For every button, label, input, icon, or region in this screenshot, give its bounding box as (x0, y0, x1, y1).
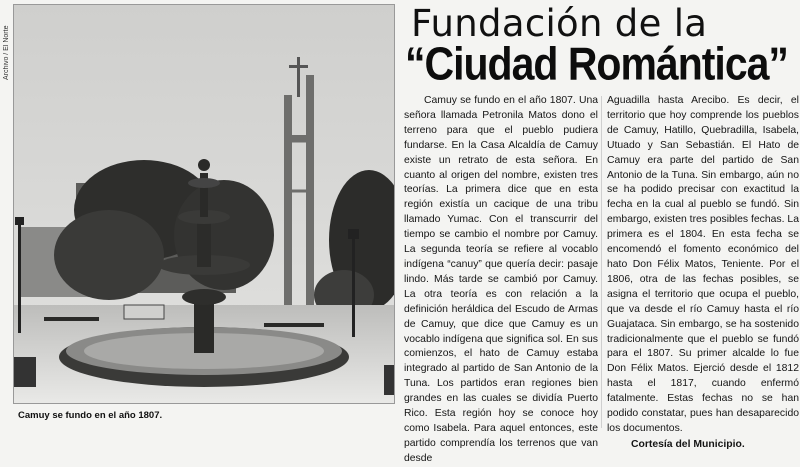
article-column-1 (404, 94, 598, 467)
photo-caption: Camuy se fundo en el año 1807. (18, 410, 163, 421)
article-courtesy: Cortesía del Municipio. (631, 438, 745, 450)
article-text-2: Aguadilla hasta Arecibo. Es decir, el territorio que hoy comprende los pueblos de Camuy, Hatillo, Quebradilla, Isabela, Utuado y San Sebastián. El Hato de Camuy era parte del partido de San Antonio de la Tuna. Sin embargo, aún no se ha podido precisar con exactitud la fecha en la cual al pueblo se fundó. Sin embargo, existen tres posibles fechas. La primera es el 1804. En esta fecha se encomendó el fomento económico del hato Don Félix Matos, Teniente. Por el 1806, otra de las fechas posibles, se asigna el territorio que ocupa el pueblo, que va desde el río Camuy hasta el río Guajataca. Sin embargo, se ha sostenido tradicionalmente que el pueblo se fundó para el 1807. Su primer alcalde lo fue Don Félix Matos. Ejerció desde el 1812 hasta el 1817, cuando enfermó fatalmente. Estas fechas no se han podido constatar, pues han desaparecido los documentos. (607, 95, 799, 434)
headline-line-2: “Ciudad Romántica” (405, 38, 788, 90)
photo-credit: Archivo / El Norte (3, 25, 10, 80)
headline-line-1: Fundación de la (411, 2, 708, 45)
column-divider (601, 96, 602, 428)
plaza-illustration (14, 5, 394, 403)
article-column-2 (607, 94, 799, 453)
headline (405, 0, 800, 92)
article-text-1: Camuy se fundo en el año 1807. Una señora llamada Petronila Matos dono el terreno para que el pueblo pudiera fundarse. En la Casa Alcaldía de Camuy existe un retrato de esta señora. En cuanto al origen del nombre, existen tres teorías. La primera dice que en esta región existía un cacique de una tribu llamado Yumac. Con el transcurrir del tiempo se cambio el nombre por Camuy. La segunda teoría se refiere al vocablo indígena “canuy” que quería decir: pasaje lindo. Más tarde se cambió por Camuy. La otra teoría es con relación a la definición heráldica del Escudo de Armas de Camuy, que dice que Camuy es un vocablo indígena que significa sol. En sus comienzos, el hato de Camuy estaba integrado al partido de San Antonio de la Tuna. Los partidos eran regiones bien grandes en las cuales se dividía Puerto Rico. Esta región hoy se conoce hoy como Isabela. Para aquel entonces, este partido comprendía los terrenos que van desde (404, 95, 598, 464)
plaza-photo (13, 4, 395, 404)
